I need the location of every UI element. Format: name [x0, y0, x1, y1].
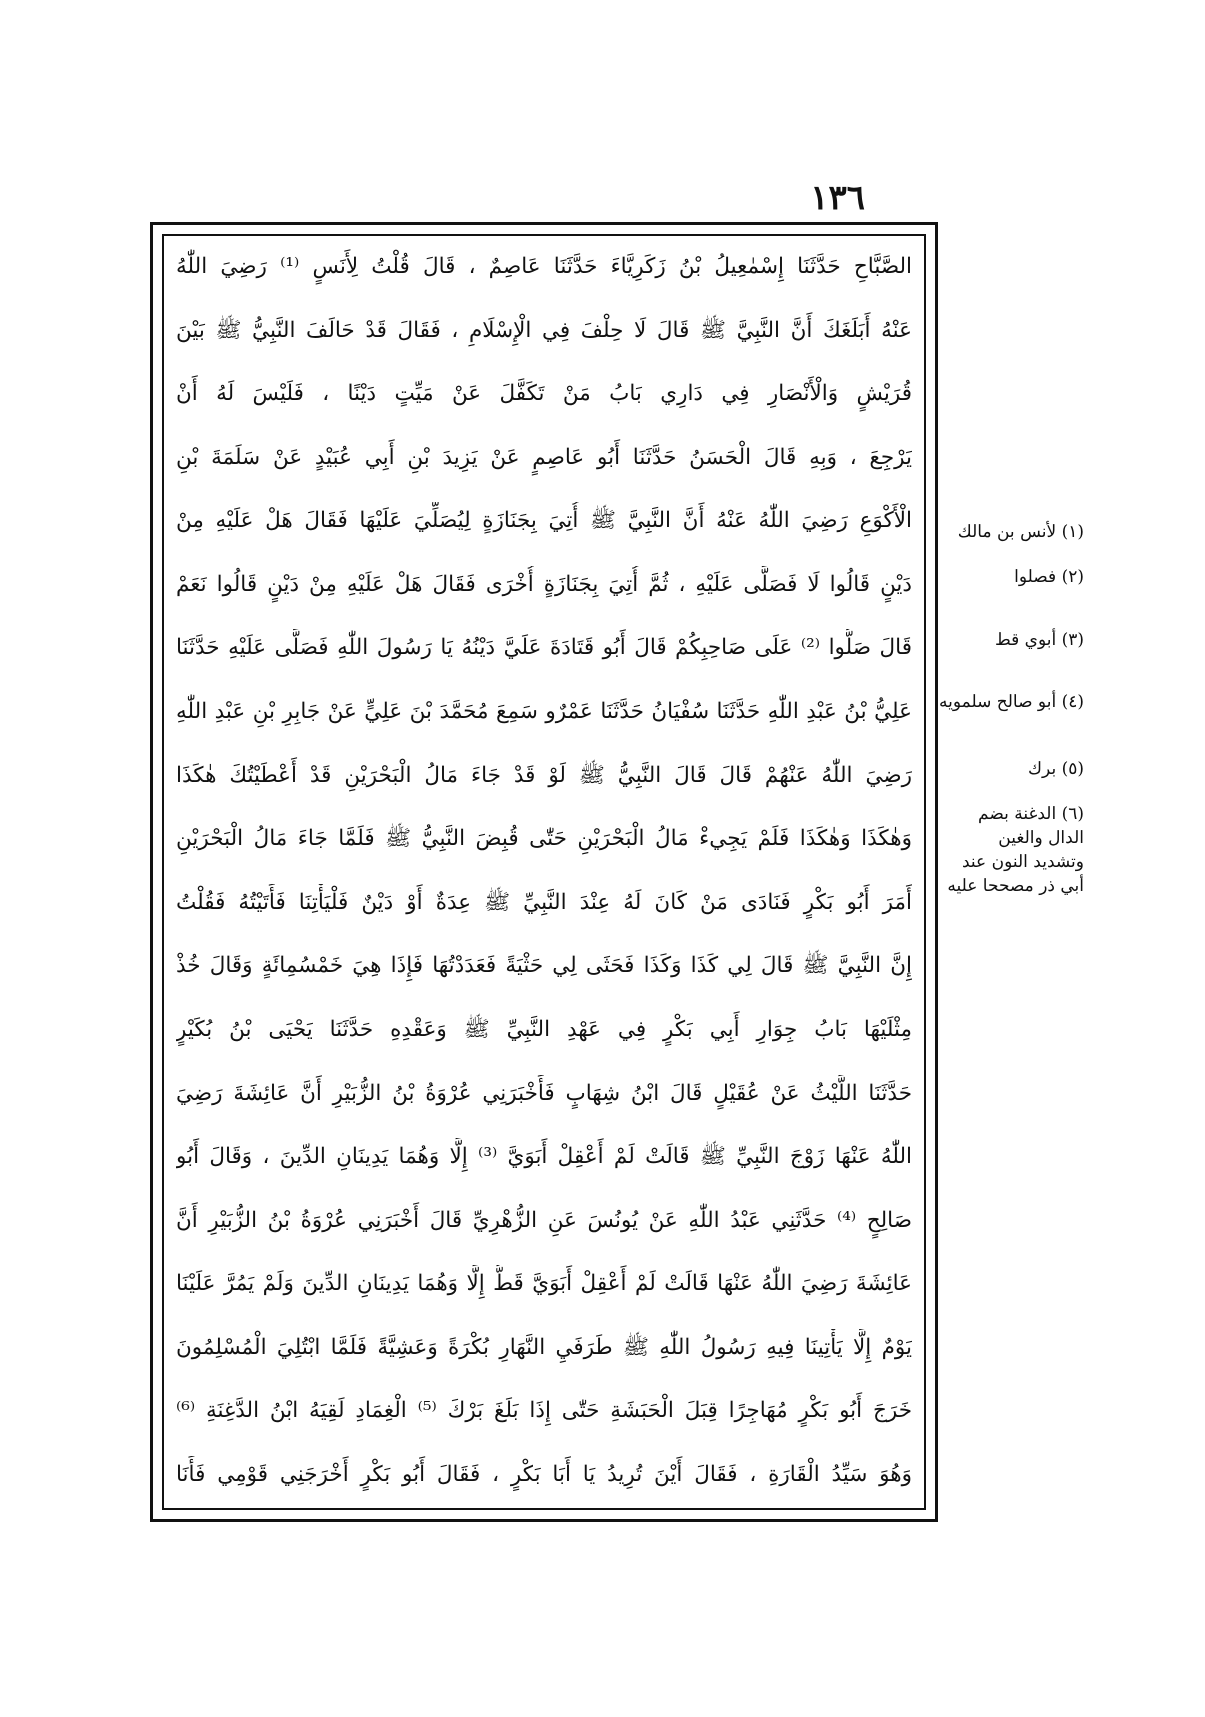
- page-number: ١٣٦: [810, 178, 865, 218]
- text-line: قَالَ صَلُّوا ⁽²⁾ عَلَى صَاحِبِكُمْ قَالَ أَبُو قَتَادَةَ عَلَيَّ دَيْنُهُ يَا رَسُولَ اللّٰهِ فَصَلَّى عَلَيْهِ حَدَّثَنَا: [176, 635, 912, 661]
- text-line: حَدَّثَنَا اللَّيْثُ عَنْ عُقَيْلٍ قَالَ ابْنُ شِهَابٍ فَأَخْبَرَنِي عُرْوَةُ بْنُ الزُّبَيْرِ أَنَّ عَائِشَةَ رَضِيَ: [176, 1080, 912, 1106]
- margin-note-2: (٢) فصلوا: [1014, 567, 1084, 587]
- text-line: يَرْجِعَ ، وَبِهِ قَالَ الْحَسَنُ حَدَّثَنَا أَبُو عَاصِمٍ عَنْ يَزِيدَ بْنِ أَبِي عُبَيْدٍ عَنْ سَلَمَةَ بْنِ: [176, 444, 912, 470]
- text-line: إِنَّ النَّبِيَّ ﷺ قَالَ لِي كَذَا وَكَذَا فَحَثَى لِي حَثْيَةً فَعَدَدْتُهَا فَإِذَا هِيَ خَمْسُمِائَةٍ وَقَالَ خُذْ: [176, 953, 912, 979]
- text-line: دَيْنٍ قَالُوا لَا فَصَلَّى عَلَيْهِ ، ثُمَّ أُتِيَ بِجَنَازَةٍ أُخْرَى فَقَالَ هَلْ عَلَيْهِ مِنْ دَيْنٍ قَالُوا نَعَمْ: [176, 571, 912, 597]
- text-line: وَهُوَ سَيِّدُ الْقَارَةِ ، فَقَالَ أَيْنَ تُرِيدُ يَا أَبَا بَكْرٍ ، فَقَالَ أَبُو بَكْرٍ أَخْرَجَنِي قَوْمِي فَأَنَا: [176, 1461, 912, 1487]
- text-line: اللّٰهُ عَنْهَا زَوْجَ النَّبِيِّ ﷺ قَالَتْ لَمْ أَعْقِلْ أَبَوَيَّ ⁽³⁾ إِلَّا وَهُمَا يَدِينَانِ الدِّينَ ، وَقَالَ أَبُو: [176, 1144, 912, 1170]
- margin-note-4: (٤) أبو صالح سلمويه: [939, 692, 1084, 712]
- text-line: وَهٰكَذَا وَهٰكَذَا فَلَمْ يَجِيءْ مَالُ الْبَحْرَيْنِ حَتّٰى قُبِضَ النَّبِيُّ ﷺ فَلَمَّا جَاءَ مَالُ الْبَحْرَيْنِ: [176, 826, 912, 852]
- text-line: عَائِشَةَ رَضِيَ اللّٰهُ عَنْهَا قَالَتْ لَمْ أَعْقِلْ أَبَوَيَّ قَطُّ إِلَّا وَهُمَا يَدِينَانِ الدِّينَ وَلَمْ يَمُرَّ عَلَيْنَا: [176, 1271, 912, 1297]
- main-text-block: [170, 242, 918, 1502]
- text-line: صَالِحٍ ⁽⁴⁾ حَدَّثَنِي عَبْدُ اللّٰهِ عَنْ يُونُسَ عَنِ الزُّهْرِيِّ قَالَ أَخْبَرَنِي عُرْوَةُ بْنُ الزُّبَيْرِ أَنَّ: [176, 1207, 912, 1233]
- margin-note-6: (٦) الدغنة بضم الدال والغين وتشديد النون عند أبي ذر مصححا عليه: [947, 804, 1084, 896]
- text-line: قُرَيْشٍ وَالْأَنْصَارِ فِي دَارِي بَابُ مَنْ تَكَفَّلَ عَنْ مَيِّتٍ دَيْنًا ، فَلَيْسَ لَهُ أَنْ: [176, 381, 912, 407]
- text-line: مِثْلَيْهَا بَابُ جِوَارِ أَبِي بَكْرٍ فِي عَهْدِ النَّبِيِّ ﷺ وَعَقْدِهِ حَدَّثَنَا يَحْيَى بْنُ بُكَيْرٍ: [176, 1016, 912, 1042]
- text-line: الْأَكْوَعِ رَضِيَ اللّٰهُ عَنْهُ أَنَّ النَّبِيَّ ﷺ أُتِيَ بِجَنَازَةٍ لِيُصَلِّيَ عَلَيْهَا فَقَالَ هَلْ عَلَيْهِ مِنْ: [176, 508, 912, 534]
- text-line: خَرَجَ أَبُو بَكْرٍ مُهَاجِرًا قِبَلَ الْحَبَشَةِ حَتّٰى إِذَا بَلَغَ بَرْكَ ⁽⁵⁾ الْغِمَادِ لَقِيَهُ ابْنُ الدَّغِنَةِ ⁽⁶⁾: [176, 1398, 912, 1424]
- text-line: الصَّبَّاحِ حَدَّثَنَا إِسْمٰعِيلُ بْنُ زَكَرِيَّاءَ حَدَّثَنَا عَاصِمٌ ، قَالَ قُلْتُ لِأَنَسٍ ⁽¹⁾ رَضِيَ اللّٰهُ: [176, 254, 912, 279]
- margin-note-1: (١) لأنس بن مالك: [957, 522, 1084, 542]
- text-line: رَضِيَ اللّٰهُ عَنْهُمْ قَالَ قَالَ النَّبِيُّ ﷺ لَوْ قَدْ جَاءَ مَالُ الْبَحْرَيْنِ قَدْ أَعْطَيْتُكَ هٰكَذَا: [176, 762, 912, 788]
- text-line: عَنْهُ أَبَلَغَكَ أَنَّ النَّبِيَّ ﷺ قَالَ لَا حِلْفَ فِي الْإِسْلَامِ ، فَقَالَ قَدْ حَالَفَ النَّبِيُّ ﷺ بَيْنَ: [176, 317, 912, 343]
- text-line: أَمَرَ أَبُو بَكْرٍ فَنَادَى مَنْ كَانَ لَهُ عِنْدَ النَّبِيِّ ﷺ عِدَةٌ أَوْ دَيْنٌ فَلْيَأْتِنَا فَأَتَيْتُهُ فَقُلْتُ: [176, 889, 912, 915]
- text-line: عَلِيُّ بْنُ عَبْدِ اللّٰهِ حَدَّثَنَا سُفْيَانُ حَدَّثَنَا عَمْرٌو سَمِعَ مُحَمَّدَ بْنَ عَلِيٍّ عَنْ جَابِرِ بْنِ عَبْدِ اللّٰهِ: [176, 699, 912, 725]
- margin-note-3: (٣) أبوي قط: [994, 630, 1084, 650]
- text-line: يَوْمٌ إِلَّا يَأْتِينَا فِيهِ رَسُولُ اللّٰهِ ﷺ طَرَفَيِ النَّهَارِ بُكْرَةً وَعَشِيَّةً فَلَمَّا ابْتُلِيَ الْمُسْلِمُونَ: [176, 1334, 912, 1360]
- margin-note-5: (٥) برك: [1028, 759, 1084, 779]
